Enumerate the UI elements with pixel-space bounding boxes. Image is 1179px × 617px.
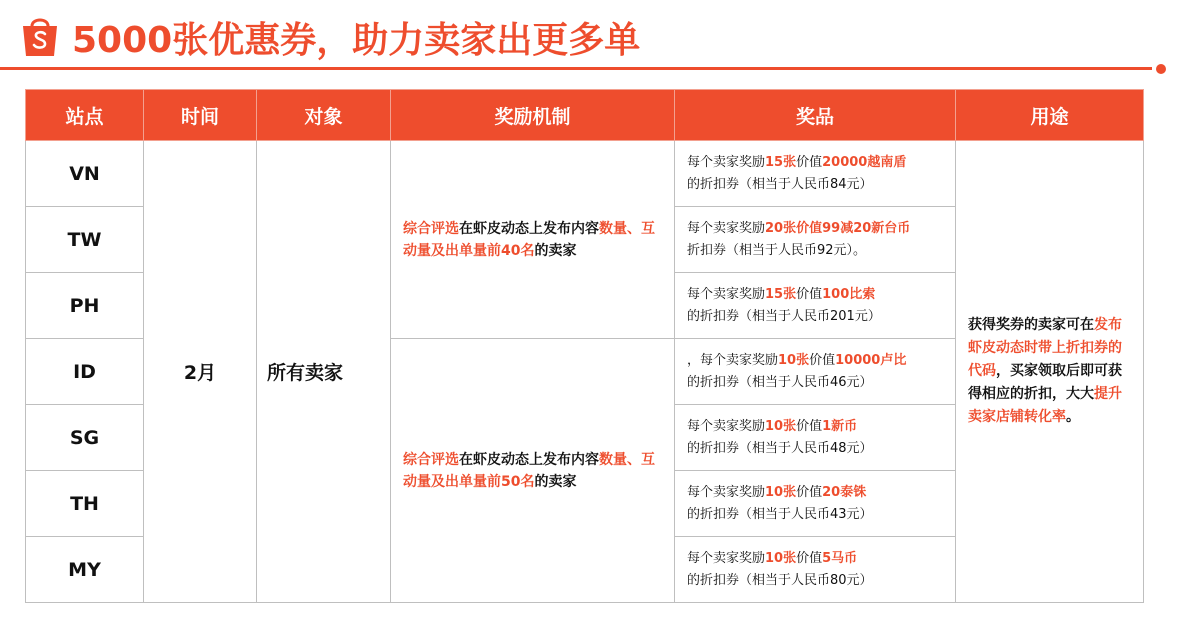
prize-highlight: 15张 [765, 286, 797, 302]
prize-text: 每个卖家奖励 [687, 154, 766, 170]
prize-highlight: 10张 [765, 418, 797, 434]
mechanism-highlight: 综合评选 [403, 220, 459, 237]
prize-text: 的折扣券（相当于人民币201元） [687, 308, 881, 324]
prize-highlight: 10张 [778, 352, 810, 368]
prize-text: 的折扣券（相当于人民币80元） [687, 572, 873, 588]
mechanism-highlight: 综合评选 [403, 451, 459, 468]
mechanism-text: 在虾皮动态上发布内容 [459, 451, 599, 468]
usage-highlight: 提升卖家店铺转化率 [968, 386, 1122, 425]
header-site: 站点 [26, 90, 144, 141]
usage-cell [956, 141, 1144, 603]
time-cell: 2月 [144, 141, 257, 603]
header-target: 对象 [257, 90, 391, 141]
usage-text: 。 [1066, 409, 1080, 425]
header-prize: 奖品 [675, 90, 956, 141]
prize-highlight: 10张 [765, 484, 797, 500]
prize-text: 价值 [796, 286, 823, 302]
mechanism-text: 的卖家 [534, 473, 577, 490]
prize-highlight: 1新币 [822, 418, 858, 434]
prize-highlight: 20张价值99减20新台币 [765, 220, 911, 236]
header-mechanism: 奖励机制 [391, 90, 675, 141]
site-cell: TW [26, 207, 144, 273]
table-row [26, 141, 1144, 207]
mechanism-text: 在虾皮动态上发布内容 [459, 220, 599, 237]
prize-text: 每个卖家奖励 [687, 484, 766, 500]
site-cell: VN [26, 141, 144, 207]
site-cell: PH [26, 273, 144, 339]
header-time: 时间 [144, 90, 257, 141]
prize-text: 每个卖家奖励 [687, 418, 766, 434]
mechanism-highlight: 数量、互动量及出单量前50名 [403, 451, 655, 490]
prize-highlight: 20泰铢 [822, 484, 867, 500]
prize-text: 每个卖家奖励 [687, 550, 766, 566]
prize-cell [675, 339, 956, 405]
prize-highlight: 100比索 [822, 286, 876, 302]
prize-text: 价值 [796, 154, 823, 170]
prize-highlight: 5马币 [822, 550, 858, 566]
prize-cell [675, 405, 956, 471]
prize-cell [675, 141, 956, 207]
table-header-row [26, 90, 1144, 141]
mechanism-cell [391, 141, 675, 339]
site-cell: ID [26, 339, 144, 405]
site-cell: SG [26, 405, 144, 471]
prize-highlight: 10张 [765, 550, 797, 566]
header-usage: 用途 [956, 90, 1144, 141]
prize-highlight: 20000越南盾 [822, 154, 907, 170]
title-divider [0, 67, 1152, 70]
prize-text: 价值 [796, 484, 823, 500]
site-cell: TH [26, 471, 144, 537]
prize-cell [675, 273, 956, 339]
prize-text: 的折扣券（相当于人民币46元） [687, 374, 873, 390]
prize-cell [675, 471, 956, 537]
usage-text: ，买家领取后即可获得相应的折扣，大大 [968, 363, 1122, 402]
prize-cell [675, 207, 956, 273]
prize-text: 价值 [796, 550, 823, 566]
mechanism-cell [391, 339, 675, 603]
shopee-bag-icon [20, 14, 60, 58]
prize-highlight: 10000卢比 [835, 352, 907, 368]
prize-highlight: 15张 [765, 154, 797, 170]
prize-text: 价值 [809, 352, 836, 368]
mechanism-text: 的卖家 [534, 242, 577, 259]
target-cell: 所有卖家 [257, 141, 391, 603]
prize-text: ，每个卖家奖励 [687, 352, 779, 368]
prize-text: 的折扣券（相当于人民币43元） [687, 506, 873, 522]
coupon-table [25, 89, 1144, 603]
mechanism-highlight: 数量、互动量及出单量前40名 [403, 220, 655, 259]
prize-text: 折扣券（相当于人民币92元）。 [687, 242, 867, 258]
page-title: 5000张优惠券，助力卖家出更多单 [72, 20, 641, 61]
prize-text: 每个卖家奖励 [687, 220, 766, 236]
usage-text: 获得奖券的卖家可在 [968, 317, 1094, 333]
prize-text: 的折扣券（相当于人民币84元） [687, 176, 873, 192]
prize-text: 的折扣券（相当于人民币48元） [687, 440, 873, 456]
site-cell: MY [26, 537, 144, 603]
usage-highlight: 发布虾皮动态时带上折扣券的代码 [968, 317, 1122, 379]
prize-text: 价值 [796, 418, 823, 434]
divider-dot [1156, 64, 1166, 74]
prize-text: 每个卖家奖励 [687, 286, 766, 302]
prize-cell [675, 537, 956, 603]
